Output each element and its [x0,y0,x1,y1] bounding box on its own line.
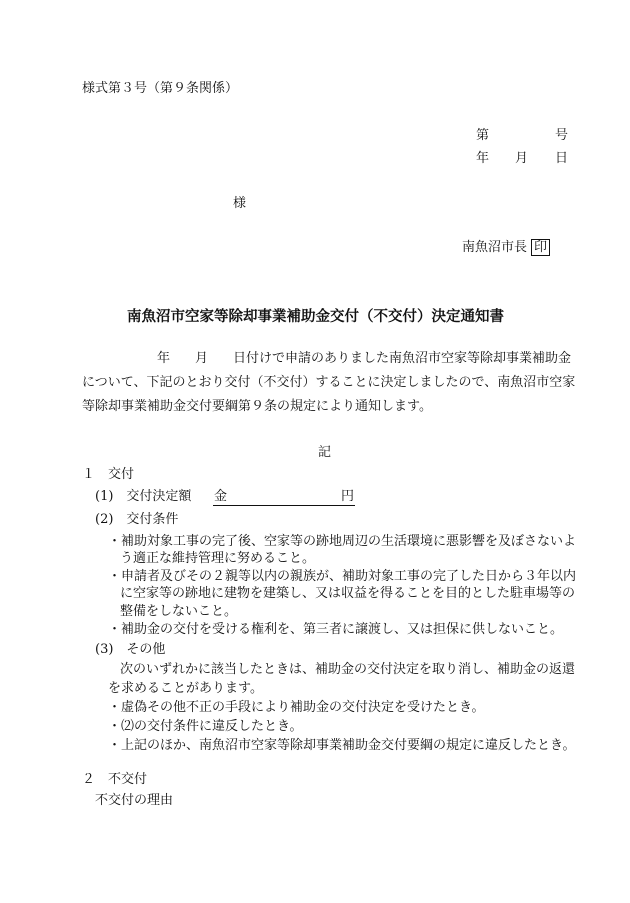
number-go: 号 [555,128,569,143]
item3-para-line1: 次のいずれかに該当したときは、補助金の交付決定を取り消し、補助金の返還 [120,662,576,677]
item3-bullet3: ・上記のほか、南魚沼市空家等除却事業補助金交付要綱の規定に違反したとき。 [108,738,576,753]
addressee-sama: 様 [233,196,247,211]
condition2-line3: 整備をしないこと。 [120,604,238,619]
body-line1: 日付けで申請のありました南魚沼市空家等除却事業補助金 [233,351,572,366]
item2-label: (2) 交付条件 [95,512,179,527]
body-line3: 等除却事業補助金交付要綱第９条の規定により通知します。 [82,399,432,414]
number-dai: 第 [476,128,490,143]
item3-label: (3) その他 [95,642,166,657]
date-day: 日 [555,151,569,166]
amount-underline [213,505,355,506]
section1-heading: １ 交付 [82,467,135,482]
body-line2: について、下記のとおり交付（不交付）することに決定しましたので、南魚沼市空家 [82,375,576,390]
issuer [462,239,550,257]
issuer-name: 南魚沼市長 [462,240,528,255]
condition2-line2: に空家等の跡地に建物を建築し、又は収益を得ることを目的とした駐車場等の [120,586,576,601]
condition1-line2: う適正な維持管理に努めること。 [120,551,316,566]
condition1-line1: ・補助対象工事の完了後、空家等の跡地周辺の生活環境に悪影響を及ぼさないよ [108,534,577,549]
form-number: 様式第３号（第９条関係） [82,81,239,96]
document-title: 南魚沼市空家等除却事業補助金交付（不交付）決定通知書 [127,309,504,325]
item1-yen: 円 [341,489,355,504]
condition2-line1: ・申請者及びその２親等以内の親族が、補助対象工事の完了した日から３年以内 [108,569,577,584]
item1-label: (1) 交付決定額 [95,489,192,504]
body-month: 月 [195,351,209,366]
item3-para-line2: を求めることがあります。 [108,681,263,696]
non-grant-reason-label: 不交付の理由 [95,793,174,808]
item3-bullet2: ・⑵の交付条件に違反したとき。 [108,719,303,734]
item3-bullet1: ・虚偽その他不正の手段により補助金の交付決定を受けたとき。 [108,700,485,715]
ki-heading: 記 [318,445,332,460]
date-year: 年 [476,151,490,166]
item1-kin: 金 [214,489,228,504]
body-year: 年 [157,351,171,366]
condition3: ・補助金の交付を受ける権利を、第三者に譲渡し、又は担保に供しないこと。 [108,622,564,637]
seal-stamp: 印 [531,239,550,256]
date-month: 月 [515,151,529,166]
section2-heading: ２ 不交付 [82,772,148,787]
